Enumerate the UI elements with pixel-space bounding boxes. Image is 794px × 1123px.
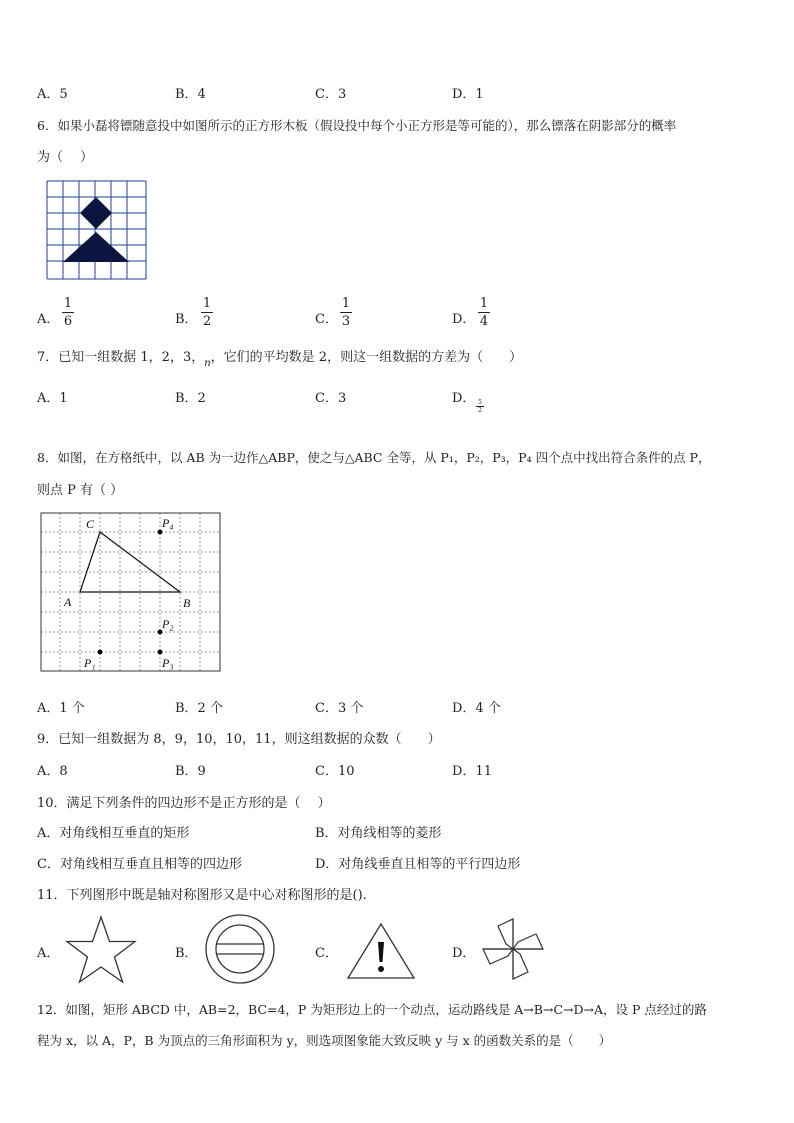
q6-stem-line2: 为（ ） <box>37 150 94 165</box>
q5-option-c: C．3 <box>315 87 347 102</box>
q11-stem: 11．下列图形中既是轴对称图形又是中心对称图形的是(). <box>37 888 367 903</box>
q7-option-d: D． <box>452 391 476 406</box>
q7-stem: 7．已知一组数据 1，2，3，$_n$，它们的平均数是 2，则这一组数据的方差为（ ） <box>37 350 523 369</box>
q8-grid-figure <box>40 512 222 674</box>
q5-option-d: D．1 <box>452 87 484 102</box>
q7-option-b: B．2 <box>175 391 206 406</box>
q9-stem: 9．已知一组数据为 8，9，10，10，11，则这组数据的众数（ ） <box>37 732 441 747</box>
pinwheel-icon <box>478 914 548 984</box>
fraction: 1 3 <box>341 296 351 329</box>
q9-option-d: D．11 <box>452 764 492 779</box>
q8-stem-line1: 8．如图，在方格纸中，以 AB 为一边作△ABP，使之与△ABC 全等，从 P₁，P₂，P₃，P₄ 四个点中找出符合条件的点 P， <box>37 450 711 465</box>
q5-option-b: B．4 <box>175 87 206 102</box>
q9-option-c: C．10 <box>315 764 355 779</box>
q7-option-c: C．3 <box>315 391 347 406</box>
label-b: B <box>183 596 191 610</box>
q7-option-a: A．1 <box>37 391 68 406</box>
q11-option-b: B． <box>175 946 198 961</box>
fraction: 1 2 <box>202 296 212 329</box>
q8-option-a: A．1 个 <box>37 701 85 716</box>
q10-option-b: B．对角线相等的菱形 <box>315 826 442 841</box>
q5-option-a: A．5 <box>37 87 68 102</box>
q9-option-b: B．9 <box>175 764 206 779</box>
label-a: A <box>64 595 72 609</box>
triangle-abc <box>80 532 180 592</box>
label-p4: P₄ <box>162 516 174 530</box>
q7-option-d-fraction: 5 2 <box>476 399 484 414</box>
q6-dartboard-figure <box>46 180 148 280</box>
point-p3 <box>158 650 163 655</box>
label-c: C <box>86 517 95 531</box>
circle-bar-icon <box>204 913 276 985</box>
q10-option-d: D．对角线垂直且相等的平行四边形 <box>315 857 521 872</box>
q8-stem-line2: 则点 P 有（ ） <box>37 483 124 498</box>
q12-stem-line1: 12．如图，矩形 ABCD 中，AB=2，BC=4，P 为矩形边上的一个动点，运动路线是 A→B→C→D→A，设 P 点经过的路 <box>37 1002 707 1017</box>
label-p2: P₂ <box>162 617 174 631</box>
q8-option-d: D．4 个 <box>452 701 501 716</box>
q10-stem: 10．满足下列条件的四边形不是正方形的是（ ） <box>37 796 331 811</box>
fraction: 1 6 <box>63 296 73 329</box>
q8-option-c: C．3 个 <box>315 701 364 716</box>
q6-stem-line1: 6．如果小磊将镖随意投中如图所示的正方形木板（假设投中每个小正方形是等可能的），那么镖落在阴影部分的概率 <box>37 118 677 133</box>
point-p4 <box>158 530 163 535</box>
fraction: 1 4 <box>479 296 489 329</box>
q9-option-a: A．8 <box>37 764 68 779</box>
point-p1 <box>98 650 103 655</box>
shaded-diamond <box>80 197 112 229</box>
q10-option-a: A．对角线相互垂直的矩形 <box>37 826 190 841</box>
label-p1: P₁ <box>84 656 96 670</box>
shaded-triangle <box>63 232 129 262</box>
star-icon <box>64 914 138 986</box>
q11-option-c: C． <box>315 946 338 961</box>
warning-triangle-icon <box>346 922 416 980</box>
q11-option-d: D． <box>452 946 476 961</box>
q8-option-b: B．2 个 <box>175 701 223 716</box>
q12-stem-line2: 程为 x，以 A，P，B 为顶点的三角形面积为 y，则选项图象能大致反映 y 与 x 的函数关系的是（ ） <box>37 1033 612 1048</box>
dartboard-grid <box>47 181 146 279</box>
q10-option-c: C．对角线相互垂直且相等的四边形 <box>37 857 242 872</box>
label-p3: P₃ <box>162 656 174 670</box>
q11-option-a: A． <box>37 946 60 961</box>
